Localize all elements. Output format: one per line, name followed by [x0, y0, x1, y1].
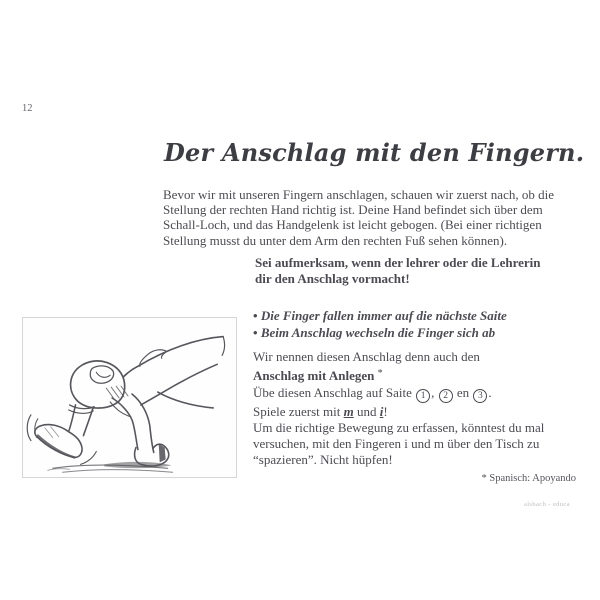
text-segment: Anschlag mit Anlegen — [253, 368, 375, 383]
text-line: dir den Anschlag vormacht! — [255, 270, 410, 286]
exercise-paragraph — [253, 348, 492, 420]
footnote-apoyando: * Spanisch: Apoyando — [481, 473, 576, 484]
text-segment: ! — [383, 404, 388, 419]
intro-paragraph — [163, 187, 554, 248]
text-segment: Wir nennen diesen Anschlag denn auch den — [253, 349, 480, 364]
text-line: Sei aufmerksam, wenn der lehrer oder die Lehrerin — [255, 255, 541, 270]
text-line: Schall-Loch, und das Handgelenk ist leicht gebogen. (Bei einer richtigen — [163, 217, 542, 233]
attention-note — [255, 255, 541, 286]
text-segment: und — [353, 404, 380, 419]
text-line: Bevor wir mit unseren Fingern anschlagen, schauen wir zuerst nach, ob die — [163, 187, 554, 202]
text-line: “spazieren”. Nicht hüpfen! — [253, 452, 393, 468]
text-line — [253, 384, 492, 403]
page-title: Der Anschlag mit den Fingern. — [164, 138, 585, 167]
walking-paragraph — [253, 420, 544, 469]
text-segment: . — [488, 385, 492, 400]
text-line: • Beim Anschlag wechseln die Finger sich ab — [253, 325, 507, 342]
publisher-mark: alsbach - educa — [523, 501, 570, 508]
text-segment: * — [377, 368, 383, 379]
text-line: Stellung musst du unter dem Arm den rechten Fuß sehen können). — [163, 232, 508, 248]
text-line — [253, 365, 492, 384]
text-line: Um die richtige Bewegung zu erfassen, könntest du mal — [253, 420, 545, 435]
text-segment: , — [431, 385, 438, 400]
string-number-badge: 2 — [439, 389, 453, 403]
string-number-badge: 1 — [416, 389, 430, 403]
text-segment: m — [343, 404, 354, 419]
text-line: Stellung der rechten Hand richtig ist. Deine Hand befindet sich über dem — [163, 202, 543, 218]
text-segment: i — [379, 404, 384, 419]
text-segment: Spiele zuerst mit — [253, 404, 344, 419]
string-number-badge: 3 — [473, 389, 487, 403]
text-line: versuchen, mit den Fingeren i und m über den Tisch zu — [253, 436, 540, 452]
text-line: • Die Finger fallen immer auf die nächste Saite — [253, 308, 507, 325]
text-segment: Übe diesen Anschlag auf Saite — [253, 385, 416, 400]
bullet-list — [253, 308, 507, 341]
text-line — [253, 348, 492, 365]
text-segment: en — [453, 385, 473, 400]
text-line — [253, 403, 492, 420]
hand-sketch-drawing — [23, 318, 236, 477]
hand-walking-illustration — [22, 317, 237, 478]
page-number: 12 — [22, 103, 33, 114]
